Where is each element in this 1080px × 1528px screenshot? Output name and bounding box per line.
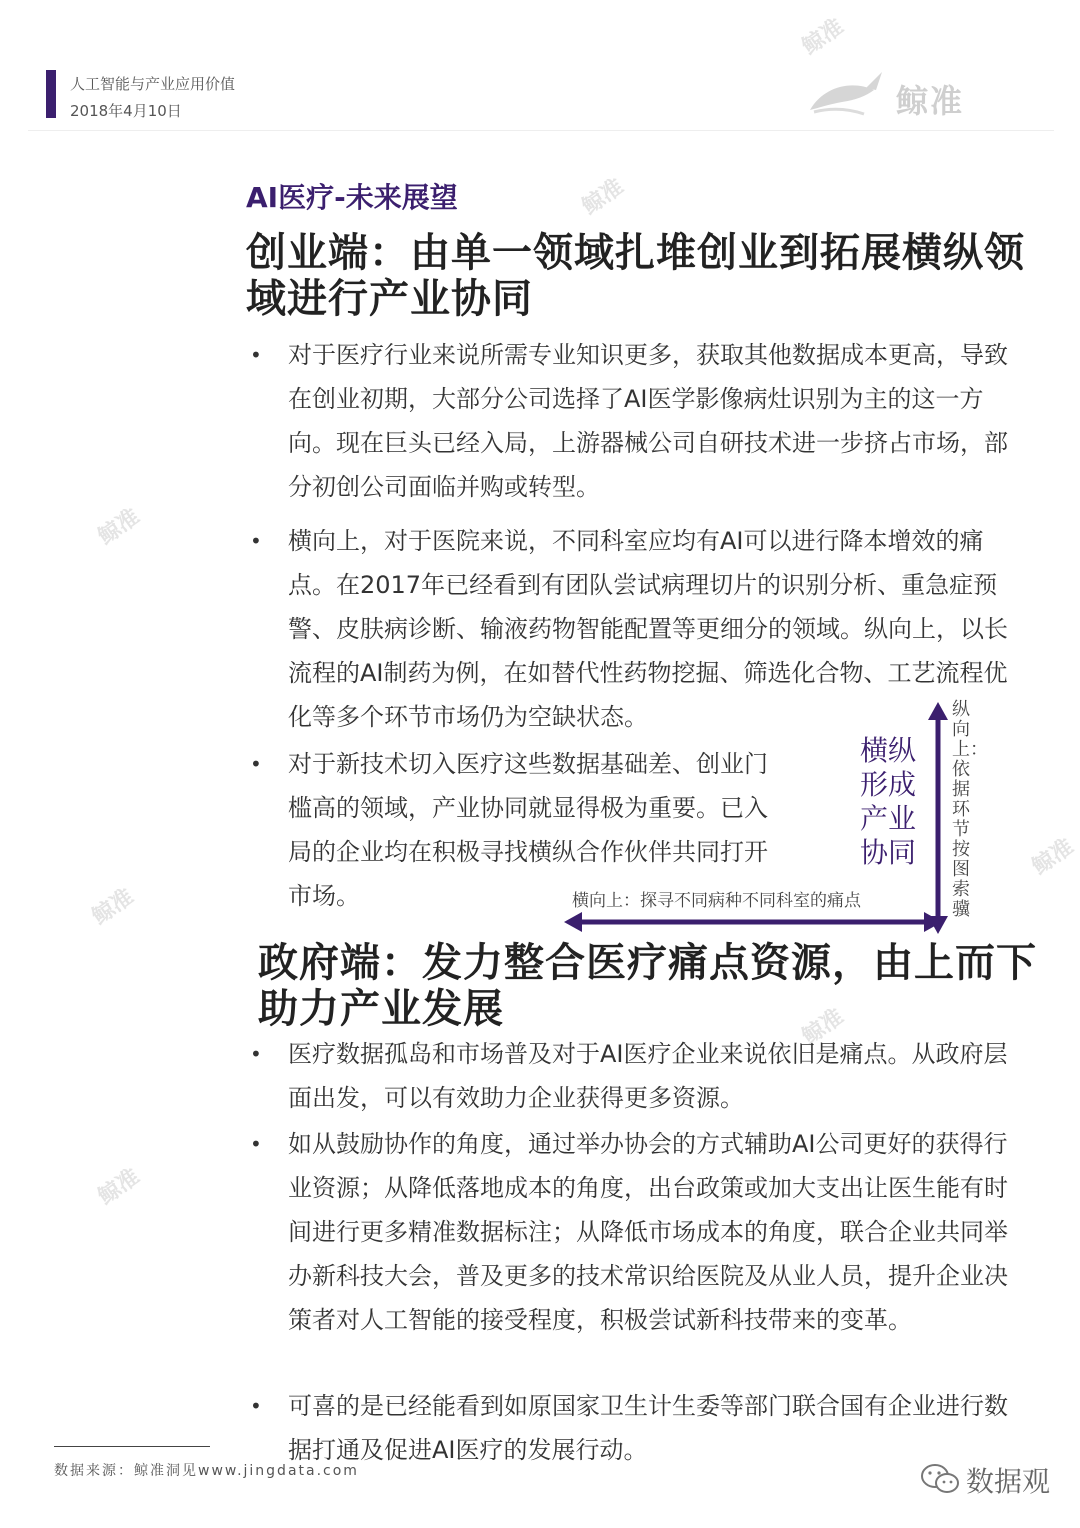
header-divider [28,130,1054,131]
bullet-text: 对于医疗行业来说所需专业知识更多，获取其他数据成本更高，导致在创业初期，大部分公司选择了AI医学影像病灶识别为主的这一方向。现在巨头已经入局，上游器械公司自研技术进一步挤占市场，部分初创公司面临并购或转型。 [288,341,1008,501]
report-title: 人工智能与产业应用价值 [70,75,236,93]
startup-heading: 创业端：由单一领域扎堆创业到拓展横纵领域进行产业协同 [246,230,1025,322]
wechat-name: 数据观 [966,1465,1051,1498]
logo-text: 鲸准 [896,82,965,120]
bullet-dot-icon: • [250,1042,262,1066]
watermark: 鲸准 [797,1004,849,1051]
list-item [250,1122,1028,1342]
section-tag: AI医疗-未来展望 [246,181,458,214]
bullet-dot-icon: • [250,752,262,776]
bullet-text: 如从鼓励协作的角度，通过举办协会的方式辅助AI公司更好的获得行业资源；从降低落地成本的角度，出台政策或加大支出让医生能有时间进行更多精准数据标注；从降低市场成本的角度，联合企业共同举办新科技大会，普及更多的技术常识给医院及从业人员，提升企业决策者对人工智能的接受程度，积极尝试新科技带来的变革。 [288,1130,1008,1334]
list-item [250,1384,1028,1472]
whale-logo-icon [806,66,886,126]
watermark: 鲸准 [797,14,849,61]
bullet-text: 医疗数据孤岛和市场普及对于AI医疗企业来说依旧是痛点。从政府层面出发，可以有效助力企业获得更多资源。 [288,1040,1008,1112]
horizontal-arrow [564,912,942,932]
header-accent-bar [46,70,56,118]
watermark: 鲸准 [577,174,629,221]
bullet-text: 可喜的是已经能看到如原国家卫生计生委等部门联合国有企业进行数据打通及促进AI医疗的发展行动。 [288,1392,1008,1464]
bullet-dot-icon: • [250,1394,262,1418]
horizontal-label: 横向上：探寻不同病种不同科室的痛点 [572,891,861,911]
bullet-text: 对于新技术切入医疗这些数据基础差、创业门槛高的领域，产业协同就显得极为重要。已入局的企业均在积极寻找横纵合作伙伴共同打开市场。 [288,750,768,910]
bullet-dot-icon: • [250,343,262,367]
watermark: 鲸准 [93,504,145,551]
watermark: 鲸准 [87,884,139,931]
data-source: 数据来源：鲸准洞见www.jingdata.com [54,1463,359,1479]
watermark: 鲸准 [1027,834,1079,881]
watermark: 鲸准 [93,1164,145,1211]
list-item [250,1032,1028,1120]
bullet-text: 横向上，对于医院来说，不同科室应均有AI可以进行降本增效的痛点。在2017年已经看到有团队尝试病理切片的识别分析、重急症预警、皮肤病诊断、输液药物智能配置等更细分的领域。纵向上，以长流程的AI制药为例，在如替代性药物挖掘、筛选化合物、工艺流程优化等多个环节市场仍为空缺状态。 [288,527,1008,731]
wechat-icon [920,1462,960,1496]
synergy-label: 横纵形成产业协同 [860,734,917,869]
vertical-arrow [928,702,948,934]
report-date: 2018年4月10日 [70,102,182,120]
brand-logo [806,66,1006,126]
footer-divider [54,1446,210,1447]
bullet-dot-icon: • [250,529,262,553]
list-item [250,333,1028,509]
bullet-dot-icon: • [250,1132,262,1156]
government-heading: 政府端：发力整合医疗痛点资源，由上而下助力产业发展 [258,940,1037,1032]
vertical-label: 纵向上：依据环节按图索骥 [952,699,988,920]
